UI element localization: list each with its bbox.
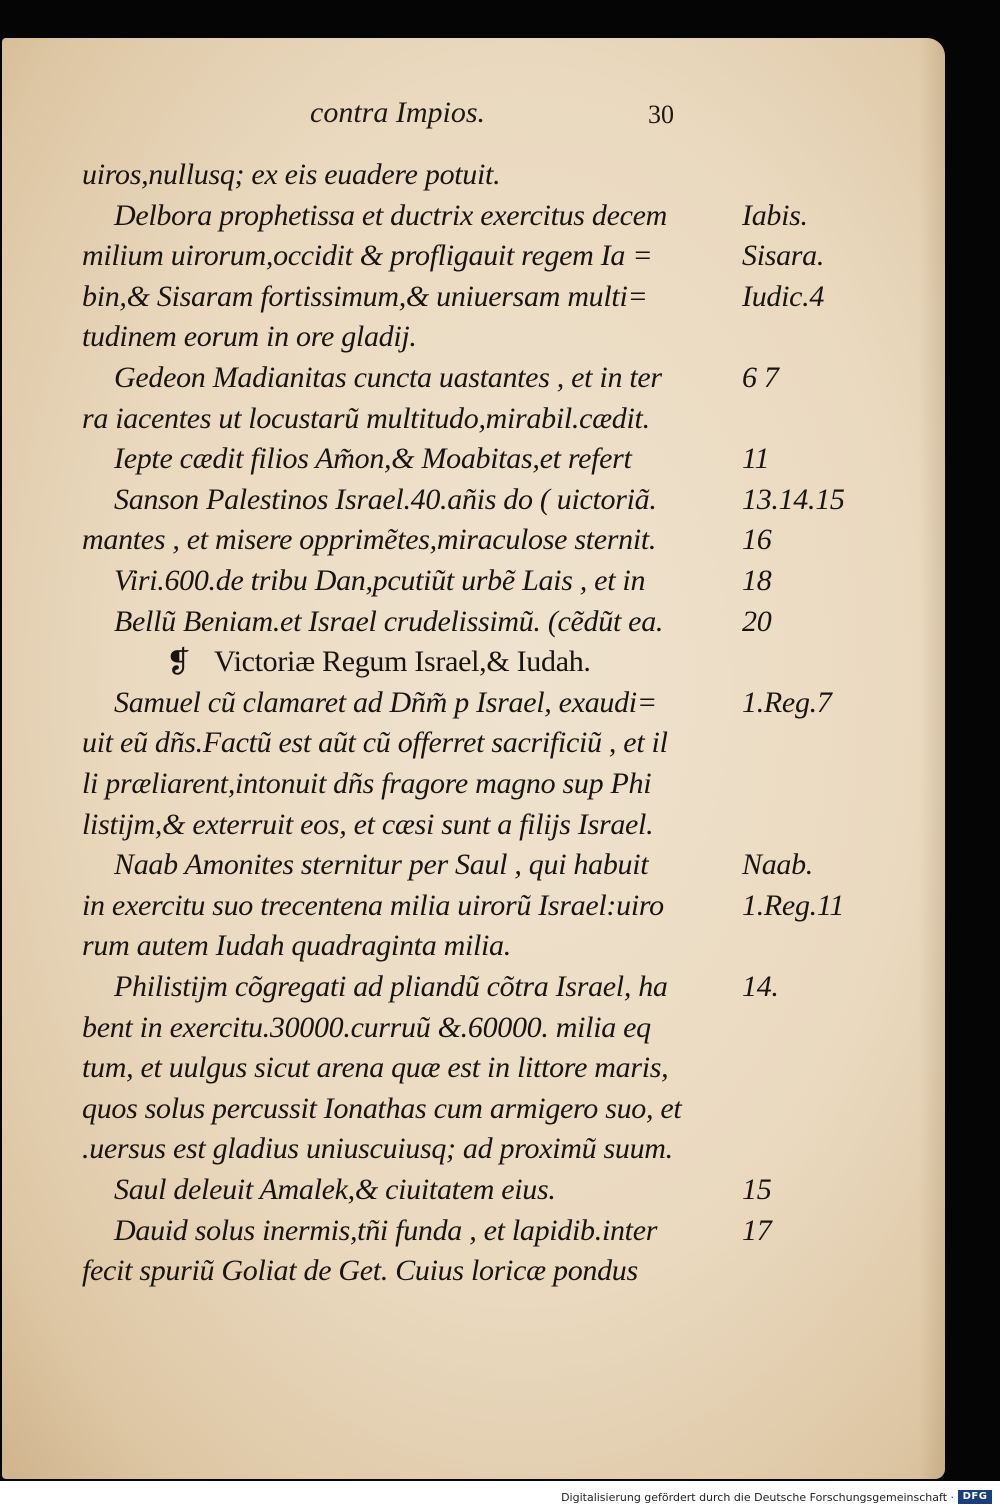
line-text: Philistijm cõgregati ad pliandũ cõtra Israel, ha: [114, 970, 668, 1003]
line-text: Dauid solus inermis,tñi funda , et lapidib.inter: [114, 1213, 658, 1247]
text-line: [2, 605, 945, 649]
marginal-note: 1.Reg.7: [742, 685, 832, 719]
funding-credit: Digitalisierung gefördert durch die Deutsche Forschungsgemeinschaft ·: [561, 1491, 954, 1504]
text-line: [2, 523, 945, 567]
text-line: [2, 889, 945, 933]
text-block: [2, 38, 945, 1479]
line-text: uiros,nullusq; ex eis euadere potuit.: [82, 158, 501, 191]
marginal-note: Iabis.: [742, 198, 808, 232]
marginal-note: 20: [742, 604, 772, 638]
marginal-note: 11: [742, 442, 770, 476]
marginal-note: 16: [742, 523, 772, 557]
text-line: [2, 361, 945, 405]
marginal-note: 6 7: [742, 361, 779, 394]
text-line: [2, 280, 945, 324]
page-number: 30: [648, 100, 674, 129]
line-text: bin,& Sisaram fortissimum,& uniuersam multi=: [82, 279, 648, 313]
footer-bar: [0, 1481, 1000, 1511]
line-text: li præliarent,intonuit dñs fragore magno sup Phi: [82, 767, 652, 800]
line-text: fecit spuriũ Goliat de Get. Cuius loricæ pondus: [82, 1254, 638, 1288]
line-text: quos solus percussit Ionathas cum armigero suo, et: [82, 1091, 682, 1125]
text-line: [2, 158, 945, 202]
running-title: contra Impios.: [310, 96, 485, 129]
marginal-note: 17: [742, 1213, 772, 1247]
text-line: [2, 402, 945, 446]
book-page: [2, 38, 945, 1479]
line-text: tum, et uulgus sicut arena quæ est in littore maris,: [82, 1051, 669, 1085]
line-text: tudinem eorum in ore gladij.: [82, 320, 417, 354]
line-text: .uersus est gladius uniuscuiusq; ad proximũ suum.: [82, 1132, 673, 1166]
line-text: ra iacentes ut locustarũ multitudo,mirabil.cædit.: [82, 401, 650, 435]
line-text: Viri.600.de tribu Dan,pcutiũt urbẽ Lais , et in: [114, 564, 646, 597]
heading-text: Victoriæ Regum Israel,& Iudah.: [214, 645, 591, 679]
line-text: Saul deleuit Amalek,& ciuitatem eius.: [114, 1173, 556, 1206]
marginal-note: 14.: [742, 970, 779, 1003]
marginal-note: 1.Reg.11: [742, 888, 845, 922]
line-text: uit eũ dñs.Factũ est aũt cũ offerret sacrificiũ , et il: [82, 726, 668, 760]
line-text: Naab Amonites sternitur per Saul , qui habuit: [114, 848, 649, 882]
line-text: Bellũ Beniam.et Israel crudelissimũ. (cẽdũt ea.: [114, 604, 664, 638]
line-text: Delbora prophetissa et ductrix exercitus decem: [114, 198, 667, 232]
marginal-note: 13.14.15: [742, 482, 845, 516]
text-line: [2, 1132, 945, 1176]
text-line: [2, 970, 945, 1014]
marginal-note: Sisara.: [742, 239, 825, 273]
line-text: mantes , et misere opprimẽtes,miraculose sternit.: [82, 523, 657, 557]
text-line: [2, 1254, 945, 1298]
text-line: [2, 1092, 945, 1136]
text-line: [2, 442, 945, 486]
text-line: [2, 686, 945, 730]
text-line: [2, 199, 945, 243]
line-text: bent in exercitu.30000.curruũ &.60000. milia eq: [82, 1010, 651, 1044]
text-line: [2, 1173, 945, 1217]
line-text: milium uirorum,occidit & profligauit regem Ia =: [82, 239, 653, 273]
text-line: [2, 848, 945, 892]
text-line: [2, 1051, 945, 1095]
paragraph-mark-icon: ❡: [166, 646, 191, 680]
line-text: Samuel cũ clamaret ad Dñm̃ p Israel, exaudi=: [114, 685, 657, 719]
line-text: Iepte cædit filios Am̃on,& Moabitas,et refert: [114, 442, 632, 476]
text-line: [2, 1214, 945, 1258]
text-line: [2, 929, 945, 973]
text-line: [2, 239, 945, 283]
line-text: rum autem Iudah quadraginta milia.: [82, 929, 511, 963]
marginal-note: 18: [742, 564, 772, 597]
marginal-note: 15: [742, 1173, 772, 1206]
text-line: [2, 726, 945, 770]
text-line: [2, 767, 945, 811]
text-line: [2, 483, 945, 527]
line-text: Gedeon Madianitas cuncta uastantes , et in ter: [114, 361, 662, 394]
dfg-logo: DFG: [958, 1490, 992, 1504]
text-line: [2, 564, 945, 608]
section-heading: [2, 645, 945, 689]
marginal-note: Iudic.4: [742, 279, 825, 313]
text-line: [2, 808, 945, 852]
text-line: [2, 320, 945, 364]
line-text: listijm,& exterruit eos, et cæsi sunt a filijs Israel.: [82, 807, 654, 841]
line-text: Sanson Palestinos Israel.40.añis do ( uictoriã.: [114, 482, 657, 516]
line-text: in exercitu suo trecentena milia uirorũ Israel:uiro: [82, 888, 664, 922]
text-line: [2, 1011, 945, 1055]
marginal-note: Naab.: [742, 848, 814, 882]
